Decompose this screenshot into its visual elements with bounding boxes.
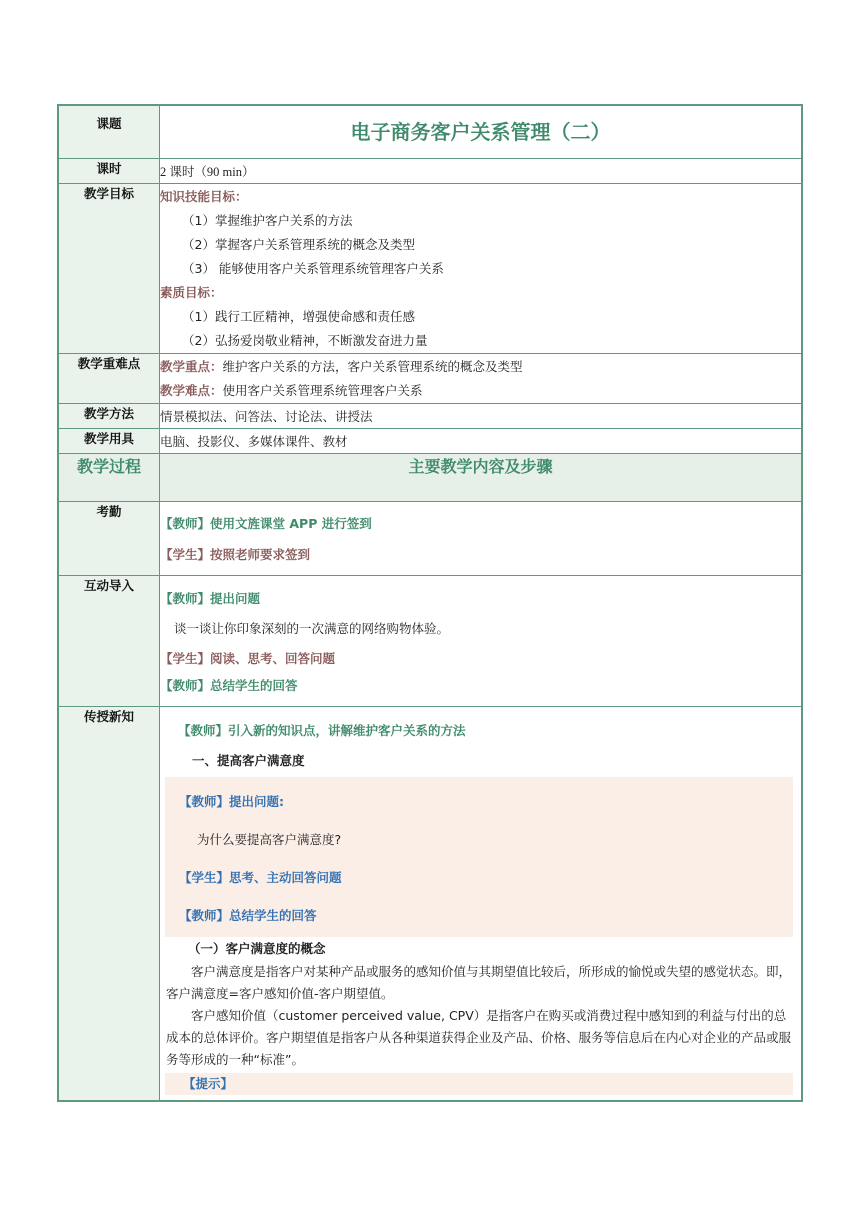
box-teacher-summary: 【教师】总结学生的回答 [179,908,317,923]
knowledge-item-1: （1）掌握维护客户关系的方法 [182,213,353,228]
lesson-plan-table [57,104,803,1102]
hours-value: 2 课时（90 min） [160,159,803,184]
method-label: 教学方法 [58,404,160,429]
keypoints-label: 教学重难点 [58,354,160,404]
attendance-cell [160,502,803,576]
key-text: 维护客户关系的方法，客户关系管理系统的概念及类型 [222,358,523,374]
knowledge-item-3: （3） 能够使用客户关系管理系统管理客户关系 [182,261,444,276]
attendance-label: 考勤 [58,502,160,576]
box-question: 为什么要提高客户满意度? [197,832,342,847]
goals-label: 教学目标 [58,184,160,354]
knowledge-title: 知识技能目标： [160,189,248,204]
qa-box [165,777,793,937]
intro-student: 【学生】阅读、思考、回答问题 [160,651,336,666]
paragraph-2: 客户感知价值（customer perceived value, CPV）是指客户在购买或消费过程中感知到的利益与付出的总成本的总体评价。客户期望值是指客户从各种渠道获得企业及产品、价格、服务等信息后在内心对企业的产品或服务等形成的一种“标准”。 [166,1008,792,1067]
lesson-plan [57,104,803,1102]
newknow-label: 传授新知 [58,707,160,1101]
box-student: 【学生】思考、主动回答问题 [179,870,342,885]
attendance-student: 【学生】按照老师要求签到 [160,546,311,562]
attendance-teacher: 【教师】使用文旌课堂 APP 进行签到 [160,515,372,531]
hours-label: 课时 [58,159,160,184]
goals-cell [160,184,803,354]
page-title: 电子商务客户关系管理（二） [350,120,611,144]
subsection-title-1: （一）客户满意度的概念 [188,941,326,956]
intro-teacher-1: 【教师】提出问题 [160,591,261,606]
keypoints-cell [160,354,803,404]
intro-question: 谈一谈让你印象深刻的一次满意的网络购物体验。 [174,621,450,636]
intro-label: 互动导入 [58,576,160,707]
intro-cell [160,576,803,707]
tools-label: 教学用具 [58,429,160,454]
process-header-right: 主要教学内容及步骤 [160,454,803,502]
box-teacher-question: 【教师】提出问题: [179,794,284,809]
knowledge-item-2: （2）掌握客户关系管理系统的概念及类型 [182,237,415,252]
quality-title: 素质目标： [160,285,223,300]
page-title-cell [160,105,803,159]
diff-text: 使用客户关系管理系统管理客户关系 [222,382,423,398]
key-prefix: 教学重点： [160,358,223,374]
tip-label: 【提示】 [165,1073,793,1095]
paragraph-1: 客户满意度是指客户对某种产品或服务的感知价值与其期望值比较后，所形成的愉悦或失望的感觉状态。即，客户满意度=客户感知价值-客户期望值。 [166,964,792,1001]
title-label: 课题 [58,105,160,159]
tools-value: 电脑、投影仪、多媒体课件、教材 [160,429,803,454]
method-value: 情景模拟法、问答法、讨论法、讲授法 [160,404,803,429]
intro-teacher-2: 【教师】总结学生的回答 [160,678,298,693]
newknow-cell [160,707,803,1101]
quality-item-2: （2）弘扬爱岗敬业精神，不断激发奋进力量 [182,333,428,348]
section-title-1: 一、提高客户满意度 [192,753,305,768]
quality-item-1: （1）践行工匠精神，增强使命感和责任感 [182,309,415,324]
process-header-left: 教学过程 [58,454,160,502]
diff-prefix: 教学难点： [160,382,223,398]
newknow-teacher-intro: 【教师】引入新的知识点，讲解维护客户关系的方法 [178,723,466,738]
